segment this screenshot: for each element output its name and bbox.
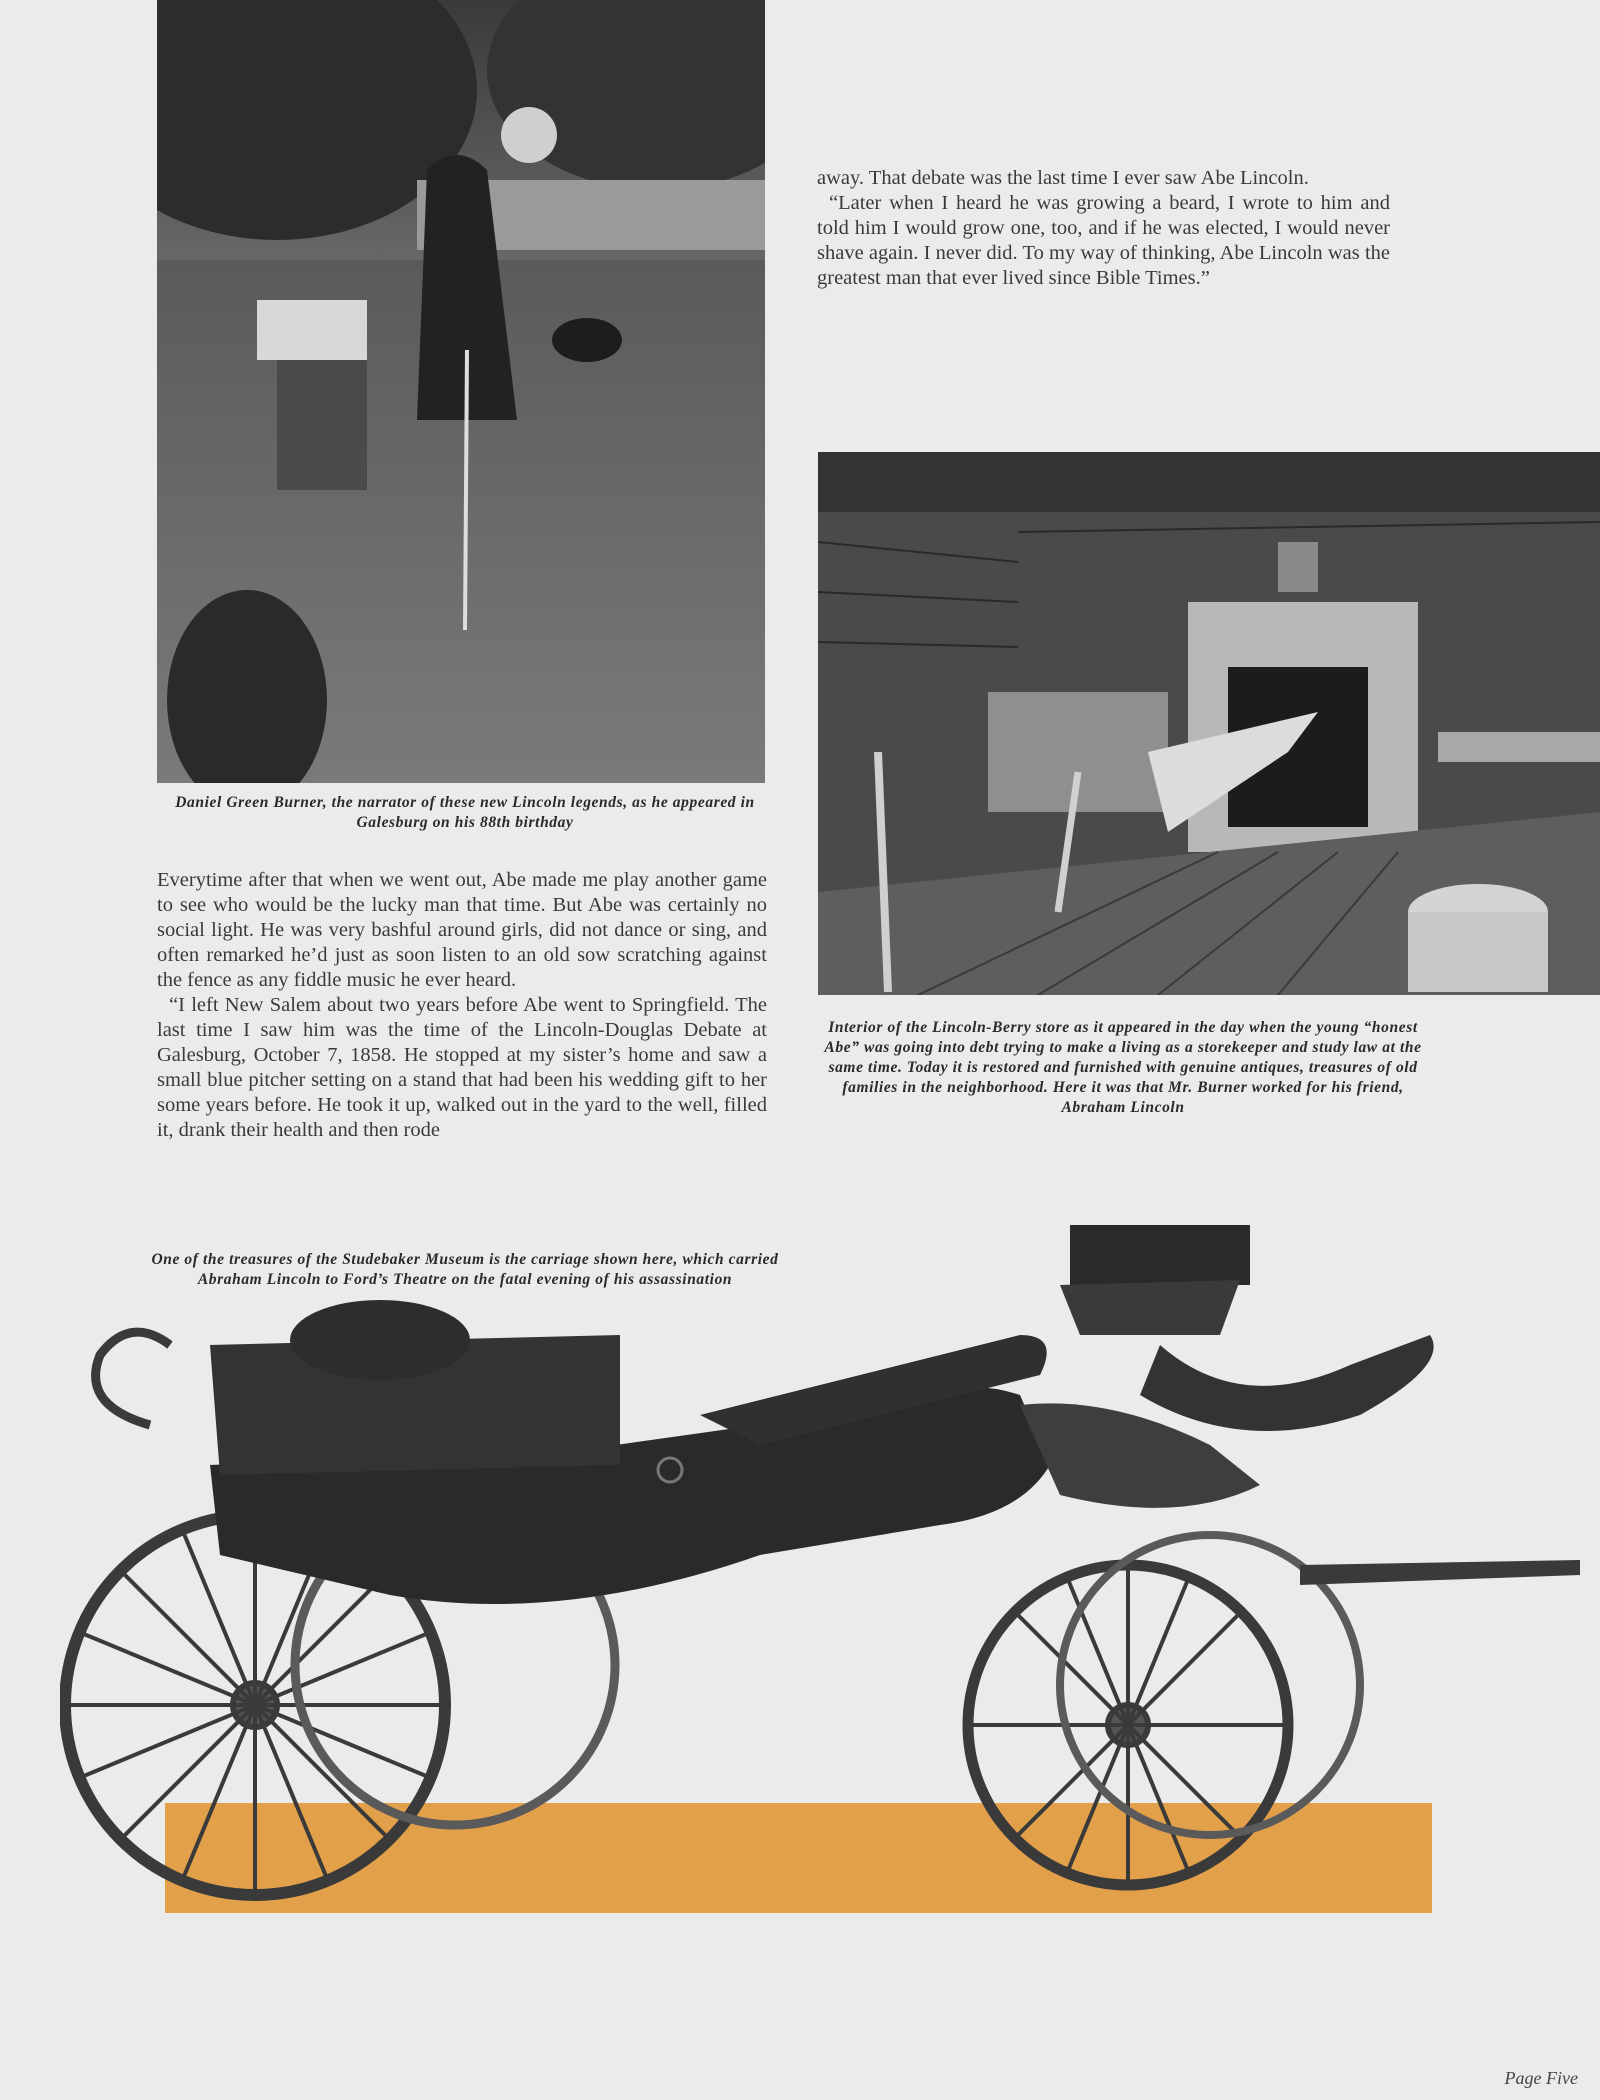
right-paragraph-2: “Later when I heard he was growing a beard, I wrote to him and told him I would grow one, too, and if he was elected, I would never shave again. I never did. To my way of thinking, Abe Lincoln was the greatest man that ever lived since Bible Times.” [817, 192, 1390, 289]
left-paragraph-2: “I left New Salem about two years before Abe went to Springfield. The last time I saw him was the time of the Lincoln-Douglas Debate at Galesburg, October 7, 1858. He stopped at my sister’s home and saw a small blue pitcher setting on a stand that had been his wedding gift to her some years before. He took it up, walked out in the yard to the well, filled it, drank their health and then rode [157, 994, 767, 1141]
caption-carriage: One of the treasures of the Studebaker Museum is the carriage shown here, which carried Abraham Lincoln to Ford’s Theatre on the fatal evening of his assassination [151, 1251, 779, 1288]
body-text-left-column [157, 868, 767, 1143]
photo-store-interior [818, 452, 1600, 995]
photo-daniel-burner [157, 0, 765, 783]
left-paragraph-1: Everytime after that when we went out, Abe made me play another game to see who would be the lucky man that time. But Abe was certainly no social light. He was very bashful around girls, did not dance or sing, and often remarked he’d just as soon listen to an old sow scratching against the fence as any fiddle music he ever heard. [157, 869, 767, 991]
right-paragraph-1: away. That debate was the last time I ever saw Abe Lincoln. [817, 167, 1309, 189]
page-number: Page Five [1504, 2068, 1578, 2088]
caption-store-interior: Interior of the Lincoln-Berry store as it appeared in the day when the young “honest Abe” was going into debt trying to make a living as a storekeeper and study law at the same time. Today it is restored and furnished with genuine antiques, treasures of old families in the neighborhood. Here it was that Mr. Burner worked for his friend, Abraham Lincoln [824, 1019, 1422, 1116]
photo-lincoln-carriage [60, 1225, 1600, 1925]
caption-daniel-burner: Daniel Green Burner, the narrator of these new Lincoln legends, as he appeared in Galesburg on his 88th birthday [175, 794, 755, 831]
body-text-right-column [817, 166, 1390, 291]
